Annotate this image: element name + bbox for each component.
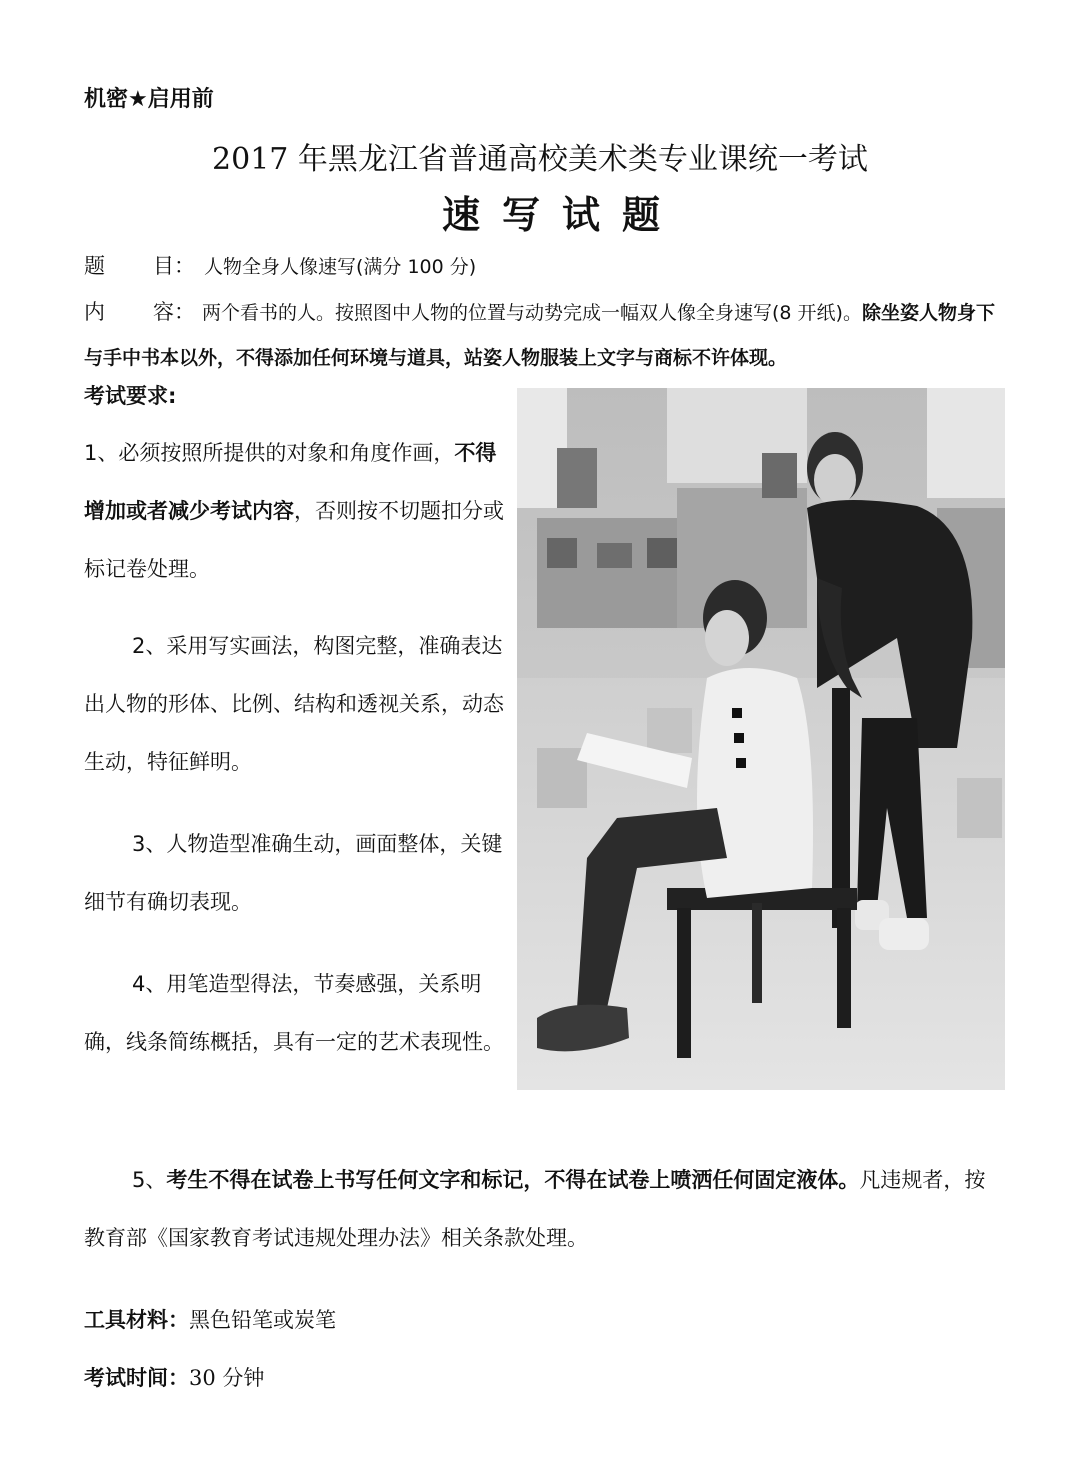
requirement-item-5: 5、考生不得在试卷上书写任何文字和标记，不得在试卷上喷洒任何固定液体。凡违规者，按教育部《国家教育考试违规处理办法》相关条款处理。	[84, 1168, 986, 1250]
content-bold-text: 除坐姿人物身下与手中书本以外，不得添加任何环境与道具，站姿人物服装上文字与商标不许体现。	[84, 302, 995, 369]
topic-label: 题 目：	[84, 254, 195, 278]
requirements-heading: 考试要求:	[84, 384, 177, 408]
topic-text: 人物全身人像速写(满分 100 分)	[204, 256, 477, 278]
reference-photo	[517, 388, 1005, 1090]
reference-photo-illustration	[517, 388, 1005, 1090]
exam-title: 2017 年黑龙江省普通高校美术类专业课统一考试	[212, 142, 868, 177]
photo-shelf-object	[597, 543, 632, 568]
content-text: 两个看书的人。按照图中人物的位置与动势完成一幅双人像全身速写(8 开纸)。	[202, 302, 862, 324]
photo-statue	[557, 448, 597, 508]
tools-label: 工具材料：	[84, 1308, 189, 1332]
time-value: 30 分钟	[189, 1366, 265, 1390]
requirement-item-1: 1、必须按照所提供的对象和角度作画，不得增加或者减少考试内容，否则按不切题扣分或标记卷处理。	[84, 441, 504, 581]
requirement-item-2: 2、采用写实画法，构图完整，准确表达出人物的形体、比例、结构和透视关系，动态生动，特征鲜明。	[84, 634, 504, 774]
content-row	[84, 290, 1004, 381]
photo-stool	[957, 778, 1002, 838]
confidential-label: 机密★启用前	[84, 87, 214, 112]
time-row	[84, 1362, 264, 1392]
exam-subtitle: 速写试题	[441, 192, 682, 237]
requirement-item-3: 3、人物造型准确生动，画面整体，关键细节有确切表现。	[84, 832, 503, 914]
tools-value: 黑色铅笔或炭笔	[189, 1308, 336, 1332]
photo-shelf-object	[547, 538, 577, 568]
photo-window-right	[927, 388, 1005, 498]
topic-row	[84, 250, 476, 280]
time-label: 考试时间：	[84, 1366, 189, 1390]
photo-stool	[647, 708, 692, 753]
photo-frame	[762, 453, 797, 498]
requirement-item-4: 4、用笔造型得法，节奏感强，关系明确，线条简练概括，具有一定的艺术表现性。	[84, 972, 504, 1054]
tools-row	[84, 1304, 336, 1334]
content-label: 内 容：	[84, 300, 195, 324]
